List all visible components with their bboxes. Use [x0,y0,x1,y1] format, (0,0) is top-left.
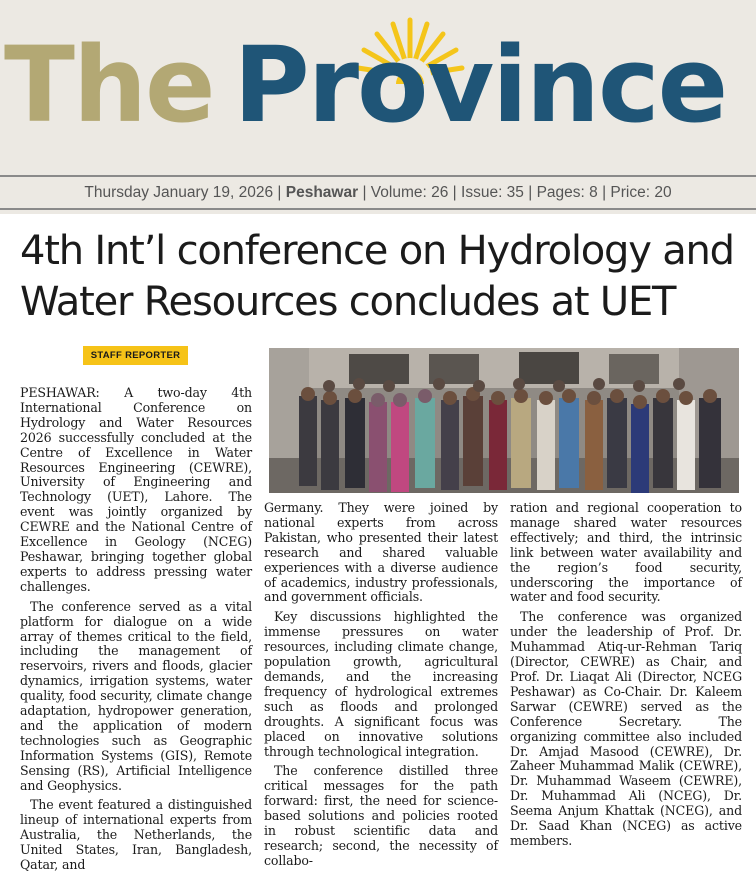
paragraph: The conference served as a vital platform for dialogue on a wide array of themes critical to the field, including the management of reservoirs, rivers and floods, glacier dynamics, irrigation systems, water quality, food security, climate change adaptation, hydropower generation, and the application of modern technologies such as Geographic Information Systems (GIS), Remote Sensing (RS), Artificial Intelligence and Geophysics. [20,598,252,793]
title-the: The [4,24,214,146]
masthead [0,0,756,214]
article-column-3 [510,501,742,854]
conference-group-photo [269,348,739,493]
issue-price: Price: 20 [610,184,672,201]
article-headline [20,226,746,328]
masthead-rule-top [0,175,756,177]
article-column-1 [20,386,252,878]
issue-date: Thursday January 19, 2026 [84,184,274,201]
issue-number: Issue: 35 [461,184,524,201]
paragraph: The event featured a distinguished lineup of international experts from Australia, the Netherlands, the United States, Iran, Bangladesh, Qatar, and [20,797,252,873]
paragraph: The conference distilled three critical messages for the path forward: first, the need for science-based solutions and policies rooted in robust scientific data and research; second, the necessity of collabo- [264,763,498,868]
newspaper-title [4,20,726,150]
headline-line-2: Water Resources concludes at UET [20,279,676,325]
issue-city: Peshawar [285,184,359,201]
paragraph: Germany. They were joined by national experts from across Pakistan, who presented their latest research and shared valuable experiences with a diverse audience of academics, industry professionals, and government officials. [264,500,498,605]
byline-badge: STAFF REPORTER [83,346,188,365]
dateline: Thursday January 19, 2026 | Peshawar | Volume: 26 | Issue: 35 | Pages: 8 | Price: 20 [84,184,672,201]
article-column-2 [264,501,498,874]
headline-line-1: 4th Int’l conference on Hydrology and [20,228,734,274]
issue-volume: Volume: 26 [370,184,449,201]
paragraph: The conference was organized under the leadership of Prof. Dr. Muhammad Atiq-ur-Rehman Tariq (Director, CEWRE) as Chair, and Prof. Dr. Liaqat Ali (Director, NCEG Peshawar) as Co-Chair. Dr. Kaleem Sarwar (CEWRE) served as the Conference Secretary. The organizing committee also included Dr. Amjad Masood (CEWRE), Dr. Zaheer Muhammad Malik (CEWRE), Dr. Muhammad Waseem (CEWRE), Dr. Muhammad Ali (NCEG), Dr. Seema Anjum Khattak (NCEG), and Dr. Saad Khan (NCEG) as active members. [510,609,742,848]
masthead-rule-bottom [0,208,756,210]
paragraph: PESHAWAR: A two-day 4th International Conference on Hydrology and Water Resources 2026 successfully concluded at the Centre of Excellence in Water Resources Engineering (CEWRE), University of Engineering and Technology (UET), Lahore. The event was jointly organized by CEWRE and the National Centre of Excellence in Geology (NCEG) Peshawar, bringing together global experts to address pressing water challenges. [20,385,252,594]
issue-pages: Pages: 8 [536,184,598,201]
paragraph: Key discussions highlighted the immense pressures on water resources, including climate change, population growth, agricultural demands, and the increasing frequency of hydrological extremes such as floods and prolonged droughts. A significant focus was placed on innovative solutions through technological integration. [264,609,498,759]
title-province: Province [233,24,727,146]
paragraph: ration and regional cooperation to manage shared water resources effectively; and third, the intrinsic link between water availability and the region’s food security, underscoring the importance of water and food security. [510,500,742,605]
